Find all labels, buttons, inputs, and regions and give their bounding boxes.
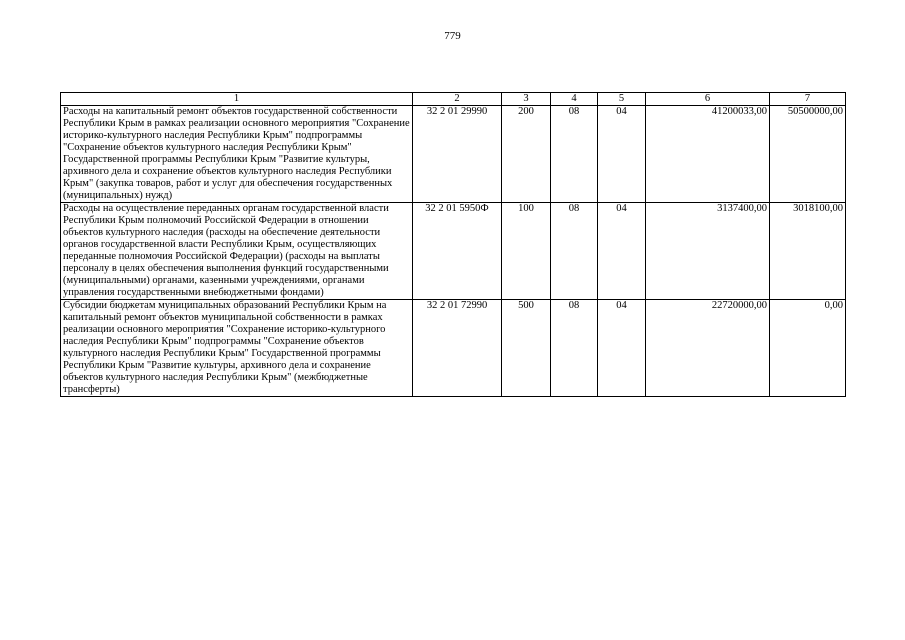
row-description: Расходы на осуществление переданных органам государственной власти Республики Крым полномочий Российской Федерации в отношении объектов культурного наследия (расходы на обеспечение деятельности органов государственной власти Республики Крым, осуществляющих переданные полномочия Российской Федерации) (расходы на выплаты персоналу в целях обеспечения выполнения функций государственными (муниципальными) органами, казенными учреждениями, органами управления государственными внебюджетными фондами) (61, 203, 413, 300)
table-row (61, 300, 846, 397)
row-amount-2: 0,00 (770, 300, 846, 397)
row-amount-2: 50500000,00 (770, 106, 846, 203)
row-description: Расходы на капитальный ремонт объектов государственной собственности Республики Крым в рамках реализации основного мероприятия "Сохранение историко-культурного наследия Республики Крым" подпрограммы "Сохранение объектов культурного наследия Республики Крым" Государственной программы Республики Крым "Развитие культуры, архивного дела и сохранение объектов культурного наследия Республики Крым" (закупка товаров, работ и услуг для обеспечения государственных (муниципальных) нужд) (61, 106, 413, 203)
table-header-row (61, 93, 846, 106)
row-subsection: 04 (598, 300, 646, 397)
row-subsection: 04 (598, 203, 646, 300)
row-amount-1: 22720000,00 (646, 300, 770, 397)
column-header: 4 (551, 93, 598, 106)
table-row (61, 106, 846, 203)
column-header: 3 (502, 93, 551, 106)
row-code: 32 2 01 29990 (413, 106, 502, 203)
row-code: 32 2 01 72990 (413, 300, 502, 397)
row-expense-type: 200 (502, 106, 551, 203)
column-header: 5 (598, 93, 646, 106)
row-section: 08 (551, 203, 598, 300)
row-subsection: 04 (598, 106, 646, 203)
column-header: 7 (770, 93, 846, 106)
column-header: 2 (413, 93, 502, 106)
row-amount-1: 3137400,00 (646, 203, 770, 300)
row-description: Субсидии бюджетам муниципальных образований Республики Крым на капитальный ремонт объектов муниципальной собственности в рамках реализации основного мероприятия "Сохранение историко-культурного наследия Республики Крым" подпрограммы "Сохранение объектов культурного наследия Республики Крым" Государственной программы Республики Крым "Развитие культуры, архивного дела и сохранение объектов культурного наследия Республики Крым" (межбюджетные трансферты) (61, 300, 413, 397)
row-expense-type: 100 (502, 203, 551, 300)
row-expense-type: 500 (502, 300, 551, 397)
row-section: 08 (551, 106, 598, 203)
table-row (61, 203, 846, 300)
row-code: 32 2 01 5950Ф (413, 203, 502, 300)
row-section: 08 (551, 300, 598, 397)
page-number: 779 (444, 30, 461, 42)
budget-table (60, 92, 846, 397)
column-header: 1 (61, 93, 413, 106)
row-amount-2: 3018100,00 (770, 203, 846, 300)
column-header: 6 (646, 93, 770, 106)
row-amount-1: 41200033,00 (646, 106, 770, 203)
